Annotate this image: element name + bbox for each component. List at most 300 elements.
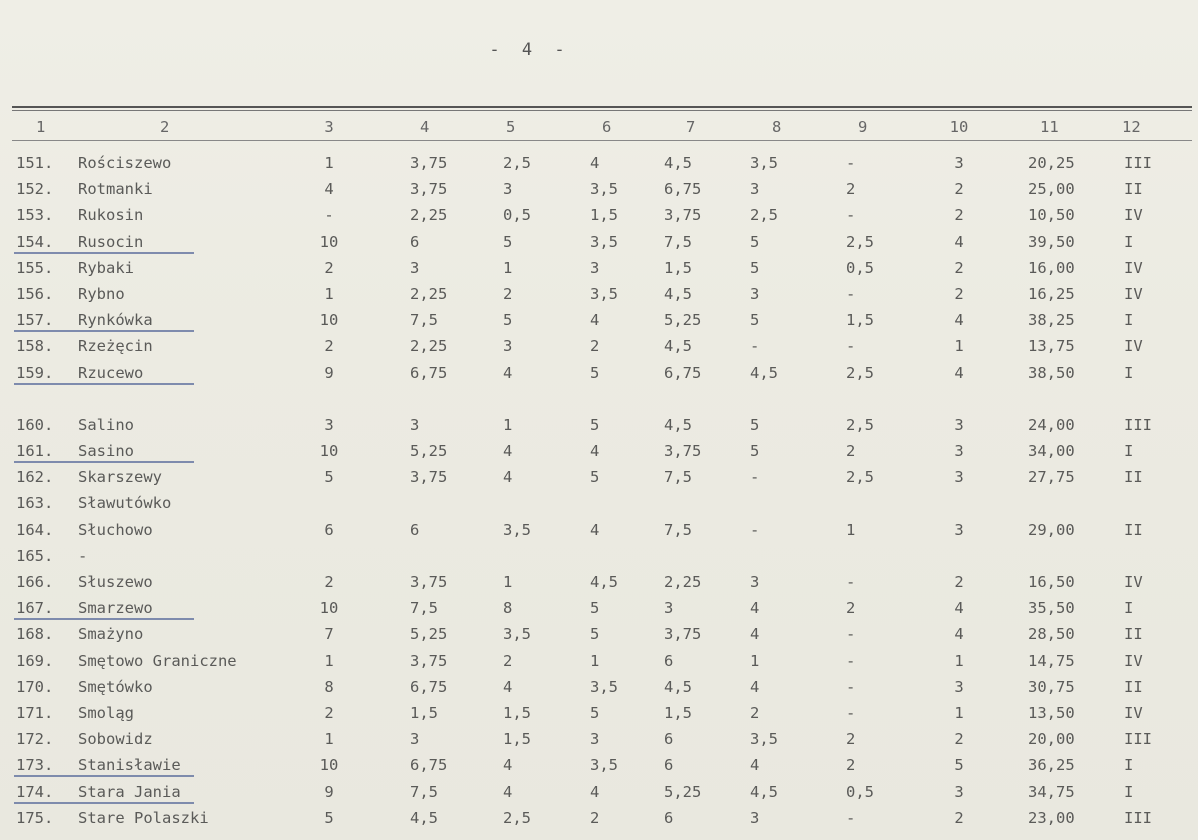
cell-col-7: 4,5 <box>664 415 692 434</box>
cell-col-11: 10,50 <box>1028 206 1075 225</box>
cell-col-4: 5,25 <box>410 625 448 644</box>
cell-col-3: 9 <box>324 782 334 801</box>
cell-number: 153. <box>16 206 54 225</box>
cell-col-11: 28,50 <box>1028 625 1075 644</box>
table-row <box>0 464 1198 490</box>
cell-number: 172. <box>16 730 54 749</box>
cell-locality: Rybno <box>78 285 125 303</box>
cell-col-3: 10 <box>319 442 339 460</box>
cell-col-12: II <box>1124 520 1143 539</box>
cell-col-12: IV <box>1124 704 1143 722</box>
cell-col-10: 2 <box>954 285 964 303</box>
cell-col-5: 4 <box>503 363 513 382</box>
cell-number: 156. <box>16 285 54 303</box>
cell-col-11: 29,00 <box>1028 520 1075 539</box>
table-row <box>0 229 1198 255</box>
cell-col-6: 4 <box>590 154 600 172</box>
cell-col-12: IV <box>1124 258 1143 277</box>
cell-locality: Rościszewo <box>78 154 172 172</box>
cell-col-7: 4,5 <box>664 154 692 172</box>
cell-locality: Słuszewo <box>78 573 153 591</box>
cell-col-6: 4 <box>590 442 600 460</box>
cell-col-5: 3,5 <box>503 520 531 539</box>
cell-col-5: 2,5 <box>503 154 531 172</box>
cell-number: 151. <box>16 154 54 172</box>
cell-col-7: 1,5 <box>664 704 692 722</box>
cell-number: 175. <box>16 808 54 827</box>
cell-col-3: 7 <box>324 625 334 644</box>
cell-col-4: 3,75 <box>410 468 448 487</box>
cell-number: 163. <box>16 494 54 513</box>
cell-col-9: - <box>846 285 856 303</box>
cell-locality: Smoląg <box>78 704 134 722</box>
cell-col-3: 2 <box>324 337 334 356</box>
cell-col-8: 4,5 <box>750 363 778 382</box>
cell-col-4: 3,75 <box>410 573 448 591</box>
cell-col-6: 3,5 <box>590 180 618 199</box>
table-row <box>0 281 1198 307</box>
cell-col-11: 38,50 <box>1028 363 1075 382</box>
handwritten-underline <box>14 330 194 332</box>
cell-col-11: 16,25 <box>1028 285 1075 303</box>
cell-col-3: 10 <box>319 232 339 251</box>
cell-col-10: 3 <box>954 677 964 696</box>
cell-col-6: 1 <box>590 651 600 670</box>
cell-col-8: 4 <box>750 625 760 644</box>
cell-col-4: 6 <box>410 232 420 251</box>
cell-col-6: 3,5 <box>590 677 618 696</box>
cell-col-7: 6 <box>664 756 674 775</box>
cell-col-9: 0,5 <box>846 258 874 277</box>
cell-col-4: 6,75 <box>410 756 448 775</box>
cell-col-4: 3,75 <box>410 154 448 172</box>
cell-number: 161. <box>16 442 54 460</box>
cell-col-5: 5 <box>503 232 513 251</box>
cell-locality: Skarszewy <box>78 468 162 487</box>
header-col-12: 12 <box>1122 118 1141 136</box>
cell-locality: Stanisławie <box>78 756 181 775</box>
cell-locality: Stare Polaszki <box>78 808 209 827</box>
header-col-4: 4 <box>420 118 430 136</box>
cell-number: 160. <box>16 415 54 434</box>
cell-col-3: - <box>324 206 334 225</box>
cell-col-9: 2 <box>846 442 856 460</box>
cell-col-11: 24,00 <box>1028 415 1075 434</box>
cell-col-9: 2 <box>846 599 856 618</box>
cell-col-9: 2 <box>846 730 856 749</box>
cell-col-6: 5 <box>590 625 600 644</box>
cell-col-3: 8 <box>324 677 334 696</box>
cell-col-7: 2,25 <box>664 573 702 591</box>
cell-col-3: 4 <box>324 180 334 199</box>
cell-col-4: 6,75 <box>410 363 448 382</box>
cell-locality: Salino <box>78 415 134 434</box>
table-row <box>0 752 1198 778</box>
cell-col-6: 5 <box>590 415 600 434</box>
cell-col-5: 2 <box>503 285 513 303</box>
cell-col-9: 1 <box>846 520 856 539</box>
cell-col-7: 6 <box>664 651 674 670</box>
table-row <box>0 438 1198 464</box>
cell-col-7: 1,5 <box>664 258 692 277</box>
cell-col-5: 1,5 <box>503 730 531 749</box>
cell-col-8: 3,5 <box>750 730 778 749</box>
cell-col-5: 4 <box>503 677 513 696</box>
cell-col-8: 3 <box>750 285 760 303</box>
cell-col-10: 1 <box>954 337 964 356</box>
cell-col-6: 3,5 <box>590 285 618 303</box>
cell-col-5: 4 <box>503 756 513 775</box>
cell-col-11: 13,50 <box>1028 704 1075 722</box>
cell-col-10: 1 <box>954 651 964 670</box>
table-row <box>0 569 1198 595</box>
cell-col-5: 4 <box>503 442 513 460</box>
cell-col-3: 10 <box>319 756 339 775</box>
cell-col-6: 1,5 <box>590 206 618 225</box>
table-row <box>0 176 1198 202</box>
cell-number: 168. <box>16 625 54 644</box>
cell-col-11: 20,25 <box>1028 154 1075 172</box>
table-row <box>0 648 1198 674</box>
cell-number: 152. <box>16 180 54 199</box>
cell-col-10: 2 <box>954 730 964 749</box>
cell-col-3: 3 <box>324 415 334 434</box>
cell-col-4: 2,25 <box>410 337 448 356</box>
cell-col-6: 4 <box>590 311 600 330</box>
cell-col-12: I <box>1124 756 1134 775</box>
cell-col-7: 6,75 <box>664 363 702 382</box>
cell-col-11: 35,50 <box>1028 599 1075 618</box>
cell-locality: Sasino <box>78 442 134 460</box>
cell-col-9: - <box>846 154 856 172</box>
cell-col-9: 2,5 <box>846 415 874 434</box>
cell-col-5: 4 <box>503 468 513 487</box>
table-row <box>0 412 1198 438</box>
cell-col-7: 5,25 <box>664 782 702 801</box>
cell-number: 158. <box>16 337 54 356</box>
cell-col-8: - <box>750 468 760 487</box>
cell-col-12: IV <box>1124 337 1143 356</box>
cell-col-11: 38,25 <box>1028 311 1075 330</box>
cell-col-5: 3,5 <box>503 625 531 644</box>
cell-col-9: 1,5 <box>846 311 874 330</box>
cell-col-4: 3,75 <box>410 651 448 670</box>
cell-number: 164. <box>16 520 54 539</box>
cell-number: 162. <box>16 468 54 487</box>
cell-col-12: II <box>1124 625 1143 644</box>
table-row <box>0 779 1198 805</box>
cell-col-9: - <box>846 573 856 591</box>
table-row <box>0 517 1198 543</box>
cell-locality: Rotmanki <box>78 180 153 199</box>
cell-col-3: 9 <box>324 363 334 382</box>
handwritten-underline <box>14 461 194 463</box>
cell-col-9: - <box>846 651 856 670</box>
handwritten-underline <box>14 618 194 620</box>
cell-col-4: 3 <box>410 730 420 749</box>
cell-col-4: 2,25 <box>410 206 448 225</box>
cell-col-10: 3 <box>954 154 964 172</box>
cell-col-3: 5 <box>324 808 334 827</box>
cell-locality: Słuchowo <box>78 520 153 539</box>
cell-col-3: 2 <box>324 573 334 591</box>
cell-col-12: IV <box>1124 651 1143 670</box>
cell-locality: Sobowidz <box>78 730 153 749</box>
cell-col-8: - <box>750 520 760 539</box>
cell-col-6: 4 <box>590 520 600 539</box>
cell-col-3: 6 <box>324 520 334 539</box>
cell-col-11: 34,00 <box>1028 442 1075 460</box>
cell-col-8: 5 <box>750 415 760 434</box>
table-row <box>0 595 1198 621</box>
cell-col-8: 3 <box>750 573 760 591</box>
cell-number: 166. <box>16 573 54 591</box>
cell-col-9: - <box>846 677 856 696</box>
header-rule <box>12 140 1192 141</box>
cell-col-6: 3,5 <box>590 756 618 775</box>
cell-col-6: 2 <box>590 337 600 356</box>
cell-col-4: 7,5 <box>410 782 438 801</box>
cell-col-12: I <box>1124 232 1134 251</box>
cell-col-6: 2 <box>590 808 600 827</box>
cell-col-8: - <box>750 337 760 356</box>
cell-col-11: 13,75 <box>1028 337 1075 356</box>
table-top-rule <box>12 106 1192 108</box>
cell-col-4: 1,5 <box>410 704 438 722</box>
table-top-rule-thin <box>12 110 1192 111</box>
cell-col-7: 7,5 <box>664 468 692 487</box>
cell-col-5: 2 <box>503 651 513 670</box>
cell-col-5: 5 <box>503 311 513 330</box>
table-row <box>0 202 1198 228</box>
header-col-2: 2 <box>160 118 170 136</box>
table-row <box>0 333 1198 359</box>
table-row <box>0 726 1198 752</box>
cell-number: 165. <box>16 546 54 565</box>
header-col-5: 5 <box>506 118 516 136</box>
cell-col-9: - <box>846 625 856 644</box>
cell-col-3: 10 <box>319 311 339 330</box>
cell-col-10: 4 <box>954 232 964 251</box>
cell-col-8: 5 <box>750 442 760 460</box>
handwritten-underline <box>14 252 194 254</box>
cell-col-12: III <box>1124 415 1152 434</box>
cell-col-5: 1 <box>503 258 513 277</box>
cell-col-4: 6 <box>410 520 420 539</box>
cell-col-10: 3 <box>954 442 964 460</box>
cell-col-6: 3,5 <box>590 232 618 251</box>
cell-col-4: 5,25 <box>410 442 448 460</box>
cell-col-12: IV <box>1124 206 1143 225</box>
cell-number: 174. <box>16 782 54 801</box>
cell-locality: Stara Jania <box>78 782 181 801</box>
cell-col-8: 5 <box>750 258 760 277</box>
page-number: - 4 - <box>489 40 571 60</box>
cell-col-6: 4,5 <box>590 573 618 591</box>
cell-col-9: - <box>846 808 856 827</box>
cell-number: 173. <box>16 756 54 775</box>
cell-col-7: 3,75 <box>664 625 702 644</box>
cell-col-7: 6,75 <box>664 180 702 199</box>
cell-col-8: 2,5 <box>750 206 778 225</box>
cell-col-5: 8 <box>503 599 513 618</box>
cell-col-9: 2,5 <box>846 363 874 382</box>
cell-col-5: 1 <box>503 573 513 591</box>
cell-col-6: 4 <box>590 782 600 801</box>
cell-number: 157. <box>16 311 54 330</box>
cell-col-11: 23,00 <box>1028 808 1075 827</box>
cell-locality: - <box>78 546 88 565</box>
cell-col-10: 5 <box>954 756 964 775</box>
cell-col-10: 1 <box>954 704 964 722</box>
table-row <box>0 307 1198 333</box>
table-row <box>0 674 1198 700</box>
cell-number: 171. <box>16 704 54 722</box>
cell-number: 154. <box>16 232 54 251</box>
cell-locality: Smętowo Graniczne <box>78 651 237 670</box>
cell-col-10: 2 <box>954 573 964 591</box>
cell-col-12: IV <box>1124 285 1143 303</box>
cell-col-9: 2,5 <box>846 232 874 251</box>
cell-locality: Smętówko <box>78 677 153 696</box>
cell-col-10: 3 <box>954 520 964 539</box>
cell-col-12: III <box>1124 154 1152 172</box>
cell-col-12: I <box>1124 599 1134 618</box>
cell-col-3: 2 <box>324 258 334 277</box>
handwritten-underline <box>14 383 194 385</box>
cell-col-11: 27,75 <box>1028 468 1075 487</box>
cell-col-11: 20,00 <box>1028 730 1075 749</box>
cell-col-10: 2 <box>954 180 964 199</box>
table-row <box>0 805 1198 831</box>
cell-col-9: - <box>846 337 856 356</box>
cell-col-10: 3 <box>954 468 964 487</box>
cell-col-4: 2,25 <box>410 285 448 303</box>
cell-col-11: 16,50 <box>1028 573 1075 591</box>
cell-col-11: 36,25 <box>1028 756 1075 775</box>
cell-col-8: 4 <box>750 756 760 775</box>
cell-col-12: II <box>1124 180 1143 199</box>
cell-col-3: 10 <box>319 599 339 618</box>
cell-col-6: 5 <box>590 599 600 618</box>
header-col-1: 1 <box>36 118 46 136</box>
cell-col-12: I <box>1124 442 1134 460</box>
cell-col-7: 3 <box>664 599 674 618</box>
cell-number: 169. <box>16 651 54 670</box>
cell-col-8: 3 <box>750 180 760 199</box>
cell-col-10: 2 <box>954 808 964 827</box>
cell-col-9: 2,5 <box>846 468 874 487</box>
cell-col-3: 1 <box>324 730 334 749</box>
header-col-3: 3 <box>324 118 334 136</box>
cell-col-7: 5,25 <box>664 311 702 330</box>
cell-number: 155. <box>16 258 54 277</box>
cell-col-5: 1 <box>503 415 513 434</box>
cell-col-6: 5 <box>590 363 600 382</box>
cell-col-5: 3 <box>503 180 513 199</box>
cell-col-10: 3 <box>954 415 964 434</box>
cell-col-3: 1 <box>324 651 334 670</box>
cell-col-8: 4 <box>750 677 760 696</box>
cell-col-7: 4,5 <box>664 677 692 696</box>
header-col-7: 7 <box>686 118 696 136</box>
cell-locality: Rybaki <box>78 258 134 277</box>
table-row <box>0 621 1198 647</box>
cell-col-11: 16,00 <box>1028 258 1075 277</box>
cell-number: 159. <box>16 363 54 382</box>
cell-col-5: 4 <box>503 782 513 801</box>
cell-col-7: 7,5 <box>664 520 692 539</box>
cell-col-12: II <box>1124 468 1143 487</box>
cell-col-9: 2 <box>846 180 856 199</box>
cell-number: 170. <box>16 677 54 696</box>
cell-col-7: 4,5 <box>664 285 692 303</box>
cell-col-10: 4 <box>954 363 964 382</box>
cell-col-4: 7,5 <box>410 311 438 330</box>
cell-col-12: I <box>1124 363 1134 382</box>
header-col-8: 8 <box>772 118 782 136</box>
cell-col-3: 5 <box>324 468 334 487</box>
cell-col-4: 6,75 <box>410 677 448 696</box>
cell-col-12: I <box>1124 311 1134 330</box>
cell-col-9: - <box>846 206 856 225</box>
cell-number: 167. <box>16 599 54 618</box>
cell-col-8: 5 <box>750 232 760 251</box>
table-header-row <box>0 114 1198 140</box>
cell-col-5: 1,5 <box>503 704 531 722</box>
cell-col-4: 3 <box>410 415 420 434</box>
cell-col-12: I <box>1124 782 1134 801</box>
header-col-11: 11 <box>1040 118 1059 136</box>
cell-col-4: 3,75 <box>410 180 448 199</box>
cell-locality: Rzeżęcin <box>78 337 153 356</box>
cell-locality: Smarzewo <box>78 599 153 618</box>
cell-locality: Smażyno <box>78 625 144 644</box>
table-row <box>0 150 1198 176</box>
cell-col-5: 3 <box>503 337 513 356</box>
cell-col-8: 4 <box>750 599 760 618</box>
cell-col-7: 3,75 <box>664 206 702 225</box>
cell-col-10: 3 <box>954 782 964 801</box>
cell-col-3: 2 <box>324 704 334 722</box>
cell-col-7: 7,5 <box>664 232 692 251</box>
cell-col-7: 3,75 <box>664 442 702 460</box>
cell-col-9: 2 <box>846 756 856 775</box>
cell-col-12: III <box>1124 730 1152 749</box>
header-col-10: 10 <box>949 118 969 136</box>
cell-col-4: 3 <box>410 258 420 277</box>
cell-col-6: 5 <box>590 468 600 487</box>
cell-col-8: 4,5 <box>750 782 778 801</box>
cell-col-7: 6 <box>664 808 674 827</box>
cell-col-7: 6 <box>664 730 674 749</box>
cell-col-8: 3,5 <box>750 154 778 172</box>
header-col-9: 9 <box>858 118 868 136</box>
cell-col-8: 3 <box>750 808 760 827</box>
cell-col-4: 4,5 <box>410 808 438 827</box>
cell-col-8: 5 <box>750 311 760 330</box>
cell-locality: Rzucewo <box>78 363 144 382</box>
cell-locality: Rukosin <box>78 206 144 225</box>
handwritten-underline <box>14 775 194 777</box>
cell-col-11: 30,75 <box>1028 677 1075 696</box>
cell-col-12: II <box>1124 677 1143 696</box>
cell-col-10: 2 <box>954 258 964 277</box>
cell-col-5: 2,5 <box>503 808 531 827</box>
cell-col-3: 1 <box>324 154 334 172</box>
cell-col-5: 0,5 <box>503 206 531 225</box>
cell-locality: Rusocin <box>78 232 144 251</box>
